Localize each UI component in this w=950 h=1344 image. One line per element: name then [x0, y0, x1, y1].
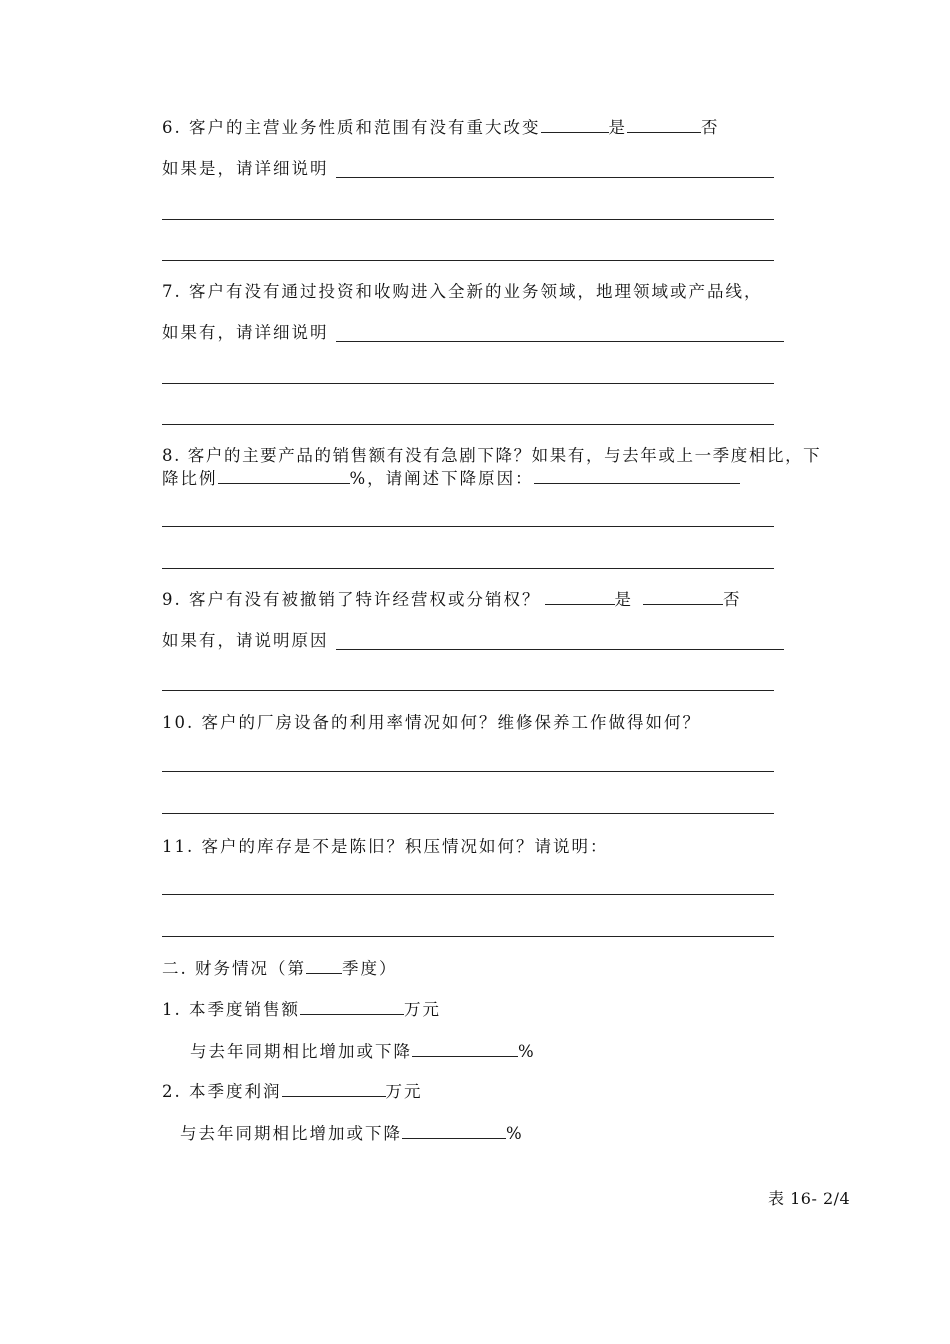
q9-followup-label: 如果有，请说明原因	[162, 631, 329, 650]
q7-answer-line-1[interactable]	[162, 383, 774, 384]
f1-label: 1. 本季度销售额	[162, 1000, 300, 1019]
q8-answer-line-1[interactable]	[162, 526, 774, 527]
quarter-blank[interactable]	[306, 959, 342, 974]
q7-line	[162, 282, 763, 302]
q6-followup-blank[interactable]	[336, 177, 774, 178]
q9-yes-blank[interactable]	[545, 590, 615, 605]
f1-compare-label: 与去年同期相比增加或下降	[190, 1042, 412, 1061]
section2-title-a: 二. 财务情况（第	[162, 959, 306, 978]
q11-answer-line-2[interactable]	[162, 936, 774, 937]
q9-followup-blank[interactable]	[336, 649, 784, 650]
q6-no-label: 否	[701, 118, 720, 137]
q7-text: 7. 客户有没有通过投资和收购进入全新的业务领域，地理领域或产品线，	[162, 282, 763, 301]
f1-compare-line	[190, 1042, 536, 1062]
q6-yes-label: 是	[608, 118, 627, 137]
q6-answer-line-2[interactable]	[162, 260, 774, 261]
f2-pct-blank[interactable]	[402, 1124, 506, 1139]
q6-no-blank[interactable]	[627, 118, 701, 133]
q10-answer-line-2[interactable]	[162, 813, 774, 814]
q6-followup-label: 如果是，请详细说明	[162, 159, 329, 178]
f2-compare-line	[180, 1124, 524, 1144]
q8-reason-blank[interactable]	[534, 469, 740, 484]
section2-title	[162, 959, 398, 979]
q8-ratio-label: 降比例	[162, 469, 218, 488]
q9-no-blank[interactable]	[643, 590, 723, 605]
q6-text: 6. 客户的主营业务性质和范围有没有重大改变	[162, 118, 541, 137]
f2-pct: %	[506, 1124, 524, 1143]
q6-line	[162, 118, 720, 138]
q7-answer-line-2[interactable]	[162, 424, 774, 425]
q9-answer-line-1[interactable]	[162, 690, 774, 691]
q8-answer-line-2[interactable]	[162, 568, 774, 569]
f1-unit: 万元	[404, 1000, 441, 1019]
page-label: 表 16- 2/4	[768, 1189, 851, 1208]
q9-line	[162, 590, 742, 610]
q10-answer-line-1[interactable]	[162, 771, 774, 772]
q8-text-line-1: 8. 客户的主要产品的销售额有没有急剧下降？如果有，与去年或上一季度相比，下	[162, 446, 822, 465]
q11-line	[162, 837, 609, 857]
q6-yes-blank[interactable]	[541, 118, 609, 133]
q9-no-label: 否	[723, 590, 742, 609]
q8-ratio-blank[interactable]	[218, 469, 350, 484]
q8-line-2	[162, 469, 740, 489]
q8-reason-label: %，请阐述下降原因：	[349, 469, 534, 488]
f1-line	[162, 1000, 441, 1020]
q8-line-1	[162, 446, 821, 466]
q6-followup-line	[162, 159, 329, 179]
q11-answer-line-1[interactable]	[162, 894, 774, 895]
section2-title-b: 季度）	[342, 959, 398, 978]
q7-followup-blank[interactable]	[336, 341, 784, 342]
f1-pct-blank[interactable]	[412, 1042, 518, 1057]
f2-unit: 万元	[385, 1082, 423, 1101]
q7-followup-label: 如果有，请详细说明	[162, 323, 329, 342]
q7-followup-line	[162, 323, 329, 343]
q9-text: 9. 客户有没有被撤销了特许经营权或分销权？	[162, 590, 541, 609]
q10-text: 10. 客户的厂房设备的利用率情况如何？维修保养工作做得如何？	[162, 713, 701, 732]
q6-answer-line-1[interactable]	[162, 219, 774, 220]
q9-yes-label: 是	[614, 590, 633, 609]
f2-compare-label: 与去年同期相比增加或下降	[180, 1124, 402, 1143]
f2-profit-blank[interactable]	[282, 1082, 386, 1097]
q9-followup-line	[162, 631, 329, 651]
f2-label: 2. 本季度利润	[162, 1082, 282, 1101]
q11-text: 11. 客户的库存是不是陈旧？积压情况如何？请说明：	[162, 837, 609, 856]
f1-sales-blank[interactable]	[300, 1000, 404, 1015]
f1-pct: %	[518, 1042, 536, 1061]
q10-line	[162, 713, 701, 733]
f2-line	[162, 1082, 423, 1102]
